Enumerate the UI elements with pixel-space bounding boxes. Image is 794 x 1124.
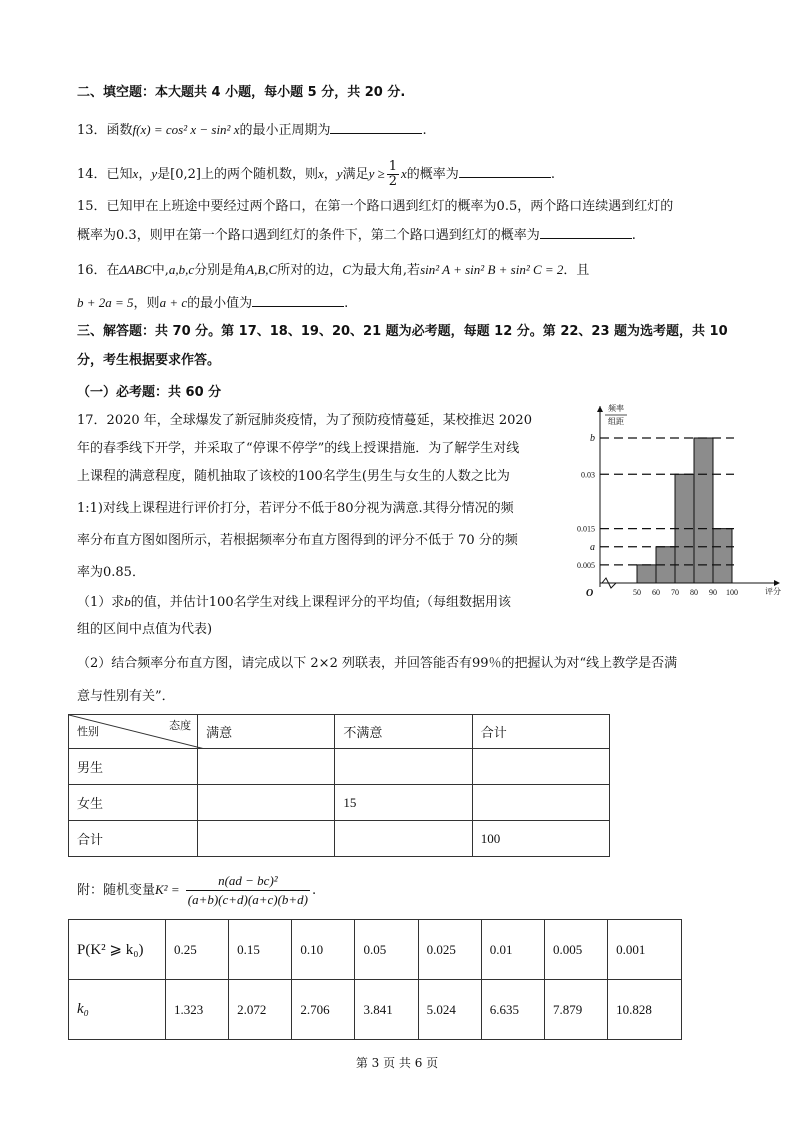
corner-label-attitude: 态度 bbox=[169, 720, 192, 732]
answer-blank-16[interactable] bbox=[252, 293, 344, 307]
q17-part2: （2）结合频率分布直方图，请完成以下 2×2 列联表，并回答能否有99％的把握认为对“线上教学是否满 bbox=[77, 656, 678, 671]
q17-line: 1:1)对线上课程进行评价打分，若评分不低于80分视为满意.其得分情况的频 bbox=[77, 501, 514, 516]
chi-square-fraction: $\frac{\text{n(ad − bc)²}}{(a+b)(c+d)(a+c)(b+d)}$ bbox=[187, 873, 309, 907]
answer-blank-13[interactable] bbox=[330, 120, 422, 134]
appendix-formula: 附：随机变量K² = $\frac{\text{n(ad − bc)²}}{(a+b)(c+d)(a+c)(b+d)}$ . bbox=[77, 873, 317, 907]
section3-heading-line1: 三、解答题：共 70 分。第 17、18、19、20、21 题为必考题，每题 12 分。第 22、23 题为选考题，共 10 bbox=[77, 324, 728, 339]
y-tick-label: 0.015 bbox=[577, 524, 595, 534]
input-cell[interactable] bbox=[198, 785, 335, 821]
k-value-cell: 2.706 bbox=[292, 980, 355, 1040]
row-label: 男生 bbox=[69, 749, 198, 785]
q17-part1-cont: 组的区间中点值为代表) bbox=[77, 622, 213, 637]
histogram-bar bbox=[637, 565, 656, 583]
question-15-line2: 概率为0.3，则甲在第一个路口遇到红灯的条件下，第二个路口遇到红灯的概率为 . bbox=[77, 225, 636, 245]
x-tick-label: 50 bbox=[633, 588, 641, 597]
question-13: 13．函数f(x) = cos² x − sin² x的最小正周期为 . bbox=[77, 122, 427, 138]
p-value-cell: 0.05 bbox=[355, 920, 418, 980]
input-cell[interactable]: 15 bbox=[335, 785, 472, 821]
question-16-line1: 16．在ΔABC中,a,b,c分别是角A,B,C所对的边，C为最大角,若sin² A + sin² B + sin² C = 2．且 bbox=[77, 262, 590, 278]
table-corner-cell bbox=[69, 715, 198, 749]
frequency-histogram bbox=[562, 398, 787, 603]
input-cell[interactable] bbox=[472, 749, 609, 785]
y-axis-arrow bbox=[597, 406, 603, 412]
p-row-label: P(K² ⩾ k₀) bbox=[69, 920, 166, 980]
row-label: 合计 bbox=[69, 821, 198, 857]
q17-line: 率分布直方图如图所示，若根据频率分布直方图得到的评分不低于 70 分的频 bbox=[77, 533, 518, 548]
page-footer: 第 3 页 共 6 页 bbox=[355, 1056, 439, 1070]
y-label-numerator: 频率 bbox=[608, 404, 624, 413]
x-axis-label: 评分 bbox=[765, 587, 781, 596]
p-value-cell: 0.025 bbox=[418, 920, 481, 980]
q17-part1: （1）求b的值，并估计100名学生对线上课程评分的平均值;（每组数据用该 bbox=[77, 594, 511, 610]
p-value-cell: 0.005 bbox=[544, 920, 607, 980]
part1-heading: （一）必考题：共 60 分 bbox=[77, 385, 222, 400]
input-cell[interactable]: 100 bbox=[472, 821, 609, 857]
p-value-cell: 0.15 bbox=[229, 920, 292, 980]
p-value-cell: 0.001 bbox=[608, 920, 682, 980]
table-row bbox=[69, 821, 610, 857]
p-value-cell: 0.01 bbox=[481, 920, 544, 980]
header-cell: 不满意 bbox=[335, 715, 472, 749]
k-row-label: k₀ bbox=[69, 980, 166, 1040]
critical-value-table bbox=[68, 919, 682, 1040]
q17-part2-cont: 意与性别有关”． bbox=[77, 689, 175, 704]
question-16-line2: b + 2a = 5，则a + c的最小值为 . bbox=[77, 295, 349, 311]
q17-line: 率为0.85． bbox=[77, 565, 145, 580]
x-tick-label: 80 bbox=[690, 588, 698, 597]
origin-label: O bbox=[586, 588, 594, 599]
k-value-cell: 3.841 bbox=[355, 980, 418, 1040]
k-value-cell: 1.323 bbox=[166, 980, 229, 1040]
y-tick-label: b bbox=[590, 433, 595, 444]
histogram-bar bbox=[694, 438, 713, 583]
histogram-bar bbox=[713, 529, 732, 583]
q17-line: 年的春季线下开学，并采取了“停课不停学”的线上授课措施．为了解学生对线 bbox=[77, 441, 520, 456]
input-cell[interactable] bbox=[335, 821, 472, 857]
header-cell: 合计 bbox=[472, 715, 609, 749]
table-row bbox=[69, 749, 610, 785]
question-14: 14．已知x，y是[0,2]上的两个随机数，则x，y满足y ≥ $\frac{1}{2}$ x的概率为 . bbox=[77, 159, 555, 189]
section2-heading: 二、填空题：本大题共 4 小题，每小题 5 分，共 20 分. bbox=[77, 85, 406, 100]
y-tick-label: 0.005 bbox=[577, 560, 595, 570]
contingency-table bbox=[68, 714, 610, 857]
input-cell[interactable] bbox=[472, 785, 609, 821]
section3-heading-line2: 分，考生根据要求作答。 bbox=[77, 353, 221, 368]
x-tick-label: 90 bbox=[709, 588, 717, 597]
k-value-cell: 10.828 bbox=[608, 980, 682, 1040]
input-cell[interactable] bbox=[198, 749, 335, 785]
x-tick-label: 70 bbox=[671, 588, 679, 597]
p-value-cell: 0.10 bbox=[292, 920, 355, 980]
corner-label-gender: 性别 bbox=[77, 726, 99, 738]
input-cell[interactable] bbox=[198, 821, 335, 857]
q17-line: 17．2020 年，全球爆发了新冠肺炎疫情，为了预防疫情蔓延，某校推迟 2020 bbox=[77, 413, 532, 428]
table-row bbox=[69, 785, 610, 821]
k-value-cell: 7.879 bbox=[544, 980, 607, 1040]
q13-formula: f(x) = cos² x − sin² x bbox=[132, 122, 240, 137]
input-cell[interactable] bbox=[335, 749, 472, 785]
x-tick-label: 100 bbox=[726, 588, 738, 597]
x-axis-arrow bbox=[774, 580, 780, 586]
k-value-cell: 5.024 bbox=[418, 980, 481, 1040]
y-tick-label: a bbox=[590, 541, 595, 553]
y-label-denominator: 组距 bbox=[608, 417, 624, 426]
q17-line: 上课程的满意程度，随机抽取了该校的100名学生(男生与女生的人数之比为 bbox=[77, 469, 510, 484]
p-value-cell: 0.25 bbox=[166, 920, 229, 980]
k-value-cell: 2.072 bbox=[229, 980, 292, 1040]
answer-blank-15[interactable] bbox=[540, 225, 632, 239]
x-tick-label: 60 bbox=[652, 588, 660, 597]
question-15-line1: 15．已知甲在上班途中要经过两个路口，在第一个路口遇到红灯的概率为0.5，两个路口连续遇到红灯的 bbox=[77, 199, 674, 214]
fraction-one-half: $\frac{1}{2}$ bbox=[388, 159, 398, 189]
header-cell: 满意 bbox=[198, 715, 335, 749]
k-value-cell: 6.635 bbox=[481, 980, 544, 1040]
answer-blank-14[interactable] bbox=[459, 164, 551, 178]
y-tick-label: 0.03 bbox=[581, 470, 595, 480]
row-label: 女生 bbox=[69, 785, 198, 821]
